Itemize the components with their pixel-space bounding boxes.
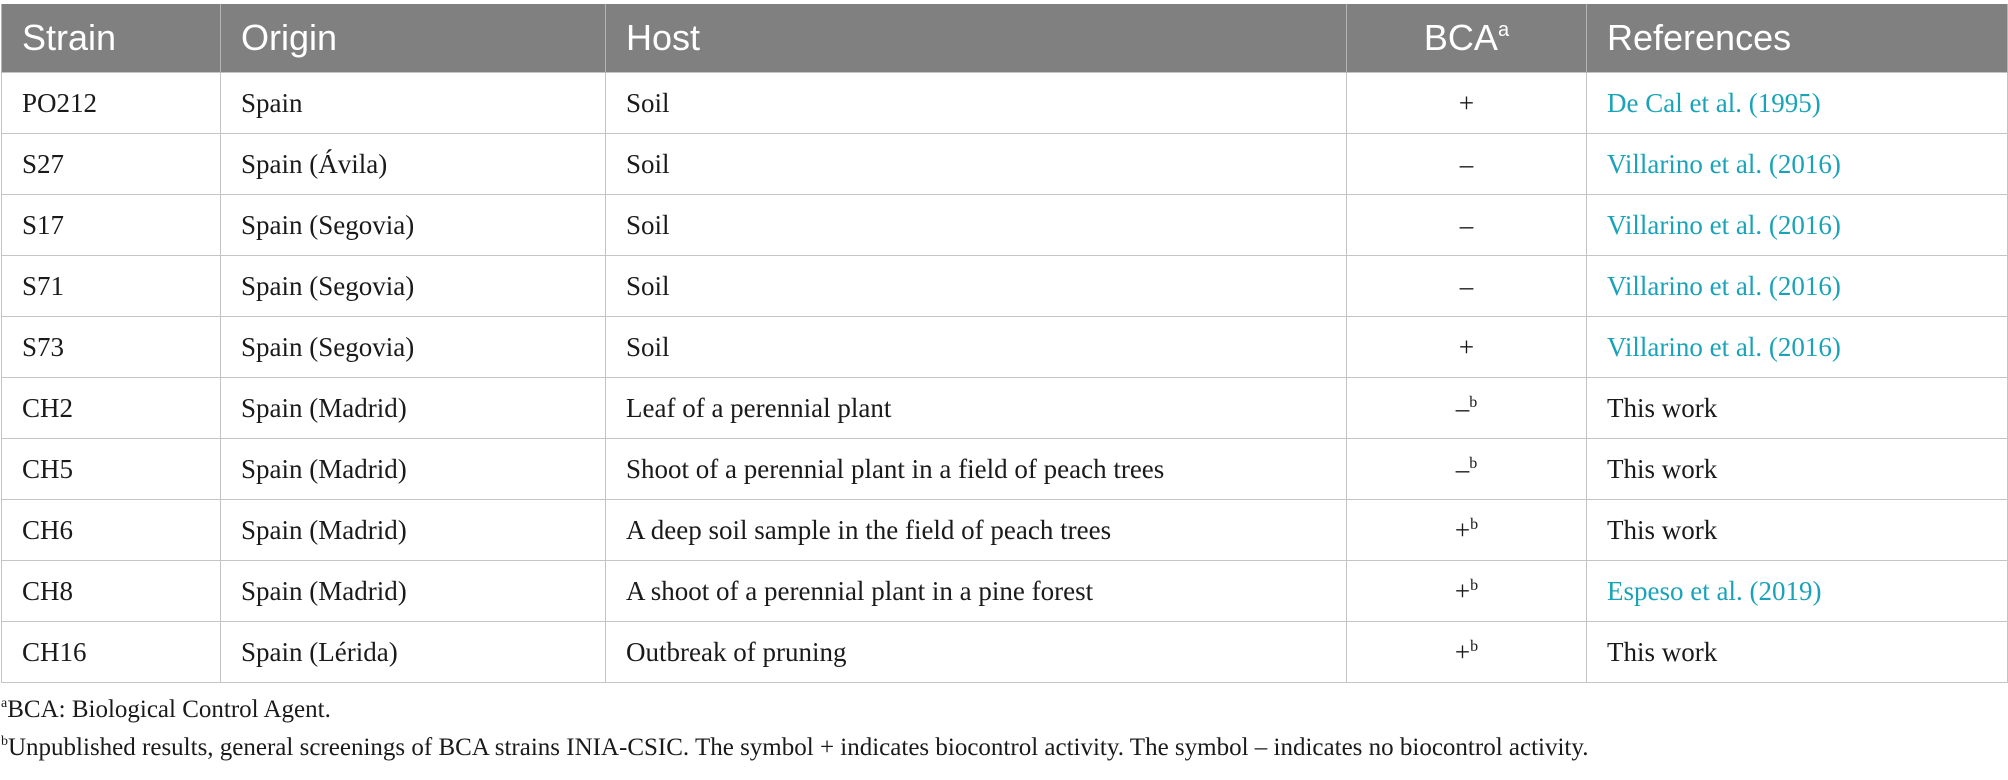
header-references: References bbox=[1587, 4, 2008, 73]
cell-reference bbox=[1587, 561, 2008, 622]
header-host: Host bbox=[606, 4, 1347, 73]
cell-bca bbox=[1347, 378, 1587, 439]
footnote-a bbox=[1, 691, 2008, 729]
cell-origin: Spain bbox=[221, 73, 606, 134]
reference-text: This work bbox=[1607, 636, 1718, 667]
cell-origin: Spain (Segovia) bbox=[221, 317, 606, 378]
cell-strain: CH6 bbox=[2, 500, 221, 561]
cell-host: Outbreak of pruning bbox=[606, 622, 1347, 683]
header-origin: Origin bbox=[221, 4, 606, 73]
cell-reference bbox=[1587, 195, 2008, 256]
cell-host: Shoot of a perennial plant in a field of peach trees bbox=[606, 439, 1347, 500]
cell-bca bbox=[1347, 195, 1587, 256]
reference-link[interactable]: Villarino et al. (2016) bbox=[1607, 331, 1841, 362]
table-row bbox=[2, 256, 2008, 317]
cell-reference bbox=[1587, 134, 2008, 195]
cell-bca bbox=[1347, 134, 1587, 195]
cell-strain: CH5 bbox=[2, 439, 221, 500]
reference-link[interactable]: De Cal et al. (1995) bbox=[1607, 87, 1821, 118]
cell-reference bbox=[1587, 622, 2008, 683]
bca-value: – bbox=[1459, 209, 1474, 240]
cell-strain: CH16 bbox=[2, 622, 221, 683]
bca-value: + bbox=[1454, 514, 1471, 545]
cell-host: Soil bbox=[606, 134, 1347, 195]
cell-strain: CH8 bbox=[2, 561, 221, 622]
cell-reference bbox=[1587, 378, 2008, 439]
bca-value: + bbox=[1454, 575, 1471, 606]
cell-origin: Spain (Segovia) bbox=[221, 256, 606, 317]
table-row bbox=[2, 622, 2008, 683]
cell-host: Soil bbox=[606, 195, 1347, 256]
bca-footnote-marker: b bbox=[1470, 515, 1479, 533]
table-row bbox=[2, 378, 2008, 439]
bca-value: – bbox=[1459, 270, 1474, 301]
table-row bbox=[2, 195, 2008, 256]
cell-strain: PO212 bbox=[2, 73, 221, 134]
footnote-marker: a bbox=[1, 696, 8, 711]
table-header bbox=[2, 4, 2008, 73]
table-row bbox=[2, 439, 2008, 500]
cell-strain: S27 bbox=[2, 134, 221, 195]
bca-value: + bbox=[1458, 87, 1475, 118]
header-row bbox=[2, 4, 2008, 73]
strains-table bbox=[1, 4, 2008, 683]
footnote-b bbox=[1, 729, 2008, 767]
cell-bca bbox=[1347, 500, 1587, 561]
cell-strain: S71 bbox=[2, 256, 221, 317]
table-row bbox=[2, 317, 2008, 378]
footnote-text: BCA: Biological Control Agent. bbox=[7, 696, 331, 723]
bca-value: + bbox=[1458, 331, 1475, 362]
cell-reference bbox=[1587, 73, 2008, 134]
bca-value: – bbox=[1455, 392, 1470, 423]
cell-origin: Spain (Madrid) bbox=[221, 500, 606, 561]
reference-text: This work bbox=[1607, 453, 1718, 484]
bca-footnote-marker: b bbox=[1469, 454, 1478, 472]
cell-reference bbox=[1587, 439, 2008, 500]
cell-strain: S73 bbox=[2, 317, 221, 378]
reference-link[interactable]: Villarino et al. (2016) bbox=[1607, 270, 1841, 301]
footnote-text: Unpublished results, general screenings of BCA strains INIA-CSIC. The symbol + indicates biocontrol activity. The symbol – indicates no biocontrol activity. bbox=[8, 734, 1589, 761]
cell-reference bbox=[1587, 500, 2008, 561]
cell-host: Soil bbox=[606, 256, 1347, 317]
table-row bbox=[2, 561, 2008, 622]
header-bca-label: BCA bbox=[1423, 17, 1498, 58]
table-row bbox=[2, 134, 2008, 195]
cell-origin: Spain (Lérida) bbox=[221, 622, 606, 683]
bca-value: – bbox=[1455, 453, 1470, 484]
cell-bca bbox=[1347, 439, 1587, 500]
footnote-marker: b bbox=[1, 734, 8, 749]
cell-host: Soil bbox=[606, 317, 1347, 378]
cell-host: A deep soil sample in the field of peach trees bbox=[606, 500, 1347, 561]
cell-bca bbox=[1347, 561, 1587, 622]
cell-origin: Spain (Ávila) bbox=[221, 134, 606, 195]
bca-footnote-marker: b bbox=[1470, 637, 1479, 655]
cell-reference bbox=[1587, 256, 2008, 317]
cell-origin: Spain (Madrid) bbox=[221, 561, 606, 622]
reference-link[interactable]: Villarino et al. (2016) bbox=[1607, 209, 1841, 240]
bca-value: – bbox=[1459, 148, 1474, 179]
cell-origin: Spain (Madrid) bbox=[221, 439, 606, 500]
bca-footnote-marker: b bbox=[1469, 393, 1478, 411]
table-row bbox=[2, 73, 2008, 134]
footnotes bbox=[0, 691, 2008, 767]
table-row bbox=[2, 500, 2008, 561]
reference-text: This work bbox=[1607, 514, 1718, 545]
cell-strain: CH2 bbox=[2, 378, 221, 439]
cell-bca bbox=[1347, 317, 1587, 378]
bca-footnote-marker: b bbox=[1470, 576, 1479, 594]
table-body bbox=[2, 73, 2008, 683]
bca-value: + bbox=[1454, 636, 1471, 667]
cell-reference bbox=[1587, 317, 2008, 378]
reference-link[interactable]: Villarino et al. (2016) bbox=[1607, 148, 1841, 179]
cell-host: A shoot of a perennial plant in a pine forest bbox=[606, 561, 1347, 622]
header-strain: Strain bbox=[2, 4, 221, 73]
cell-bca bbox=[1347, 256, 1587, 317]
cell-origin: Spain (Madrid) bbox=[221, 378, 606, 439]
cell-origin: Spain (Segovia) bbox=[221, 195, 606, 256]
reference-link[interactable]: Espeso et al. (2019) bbox=[1607, 575, 1822, 606]
cell-bca bbox=[1347, 622, 1587, 683]
cell-strain: S17 bbox=[2, 195, 221, 256]
header-bca bbox=[1347, 4, 1587, 73]
header-bca-footnote-marker: a bbox=[1497, 19, 1510, 41]
cell-host: Leaf of a perennial plant bbox=[606, 378, 1347, 439]
cell-bca bbox=[1347, 73, 1587, 134]
reference-text: This work bbox=[1607, 392, 1718, 423]
cell-host: Soil bbox=[606, 73, 1347, 134]
